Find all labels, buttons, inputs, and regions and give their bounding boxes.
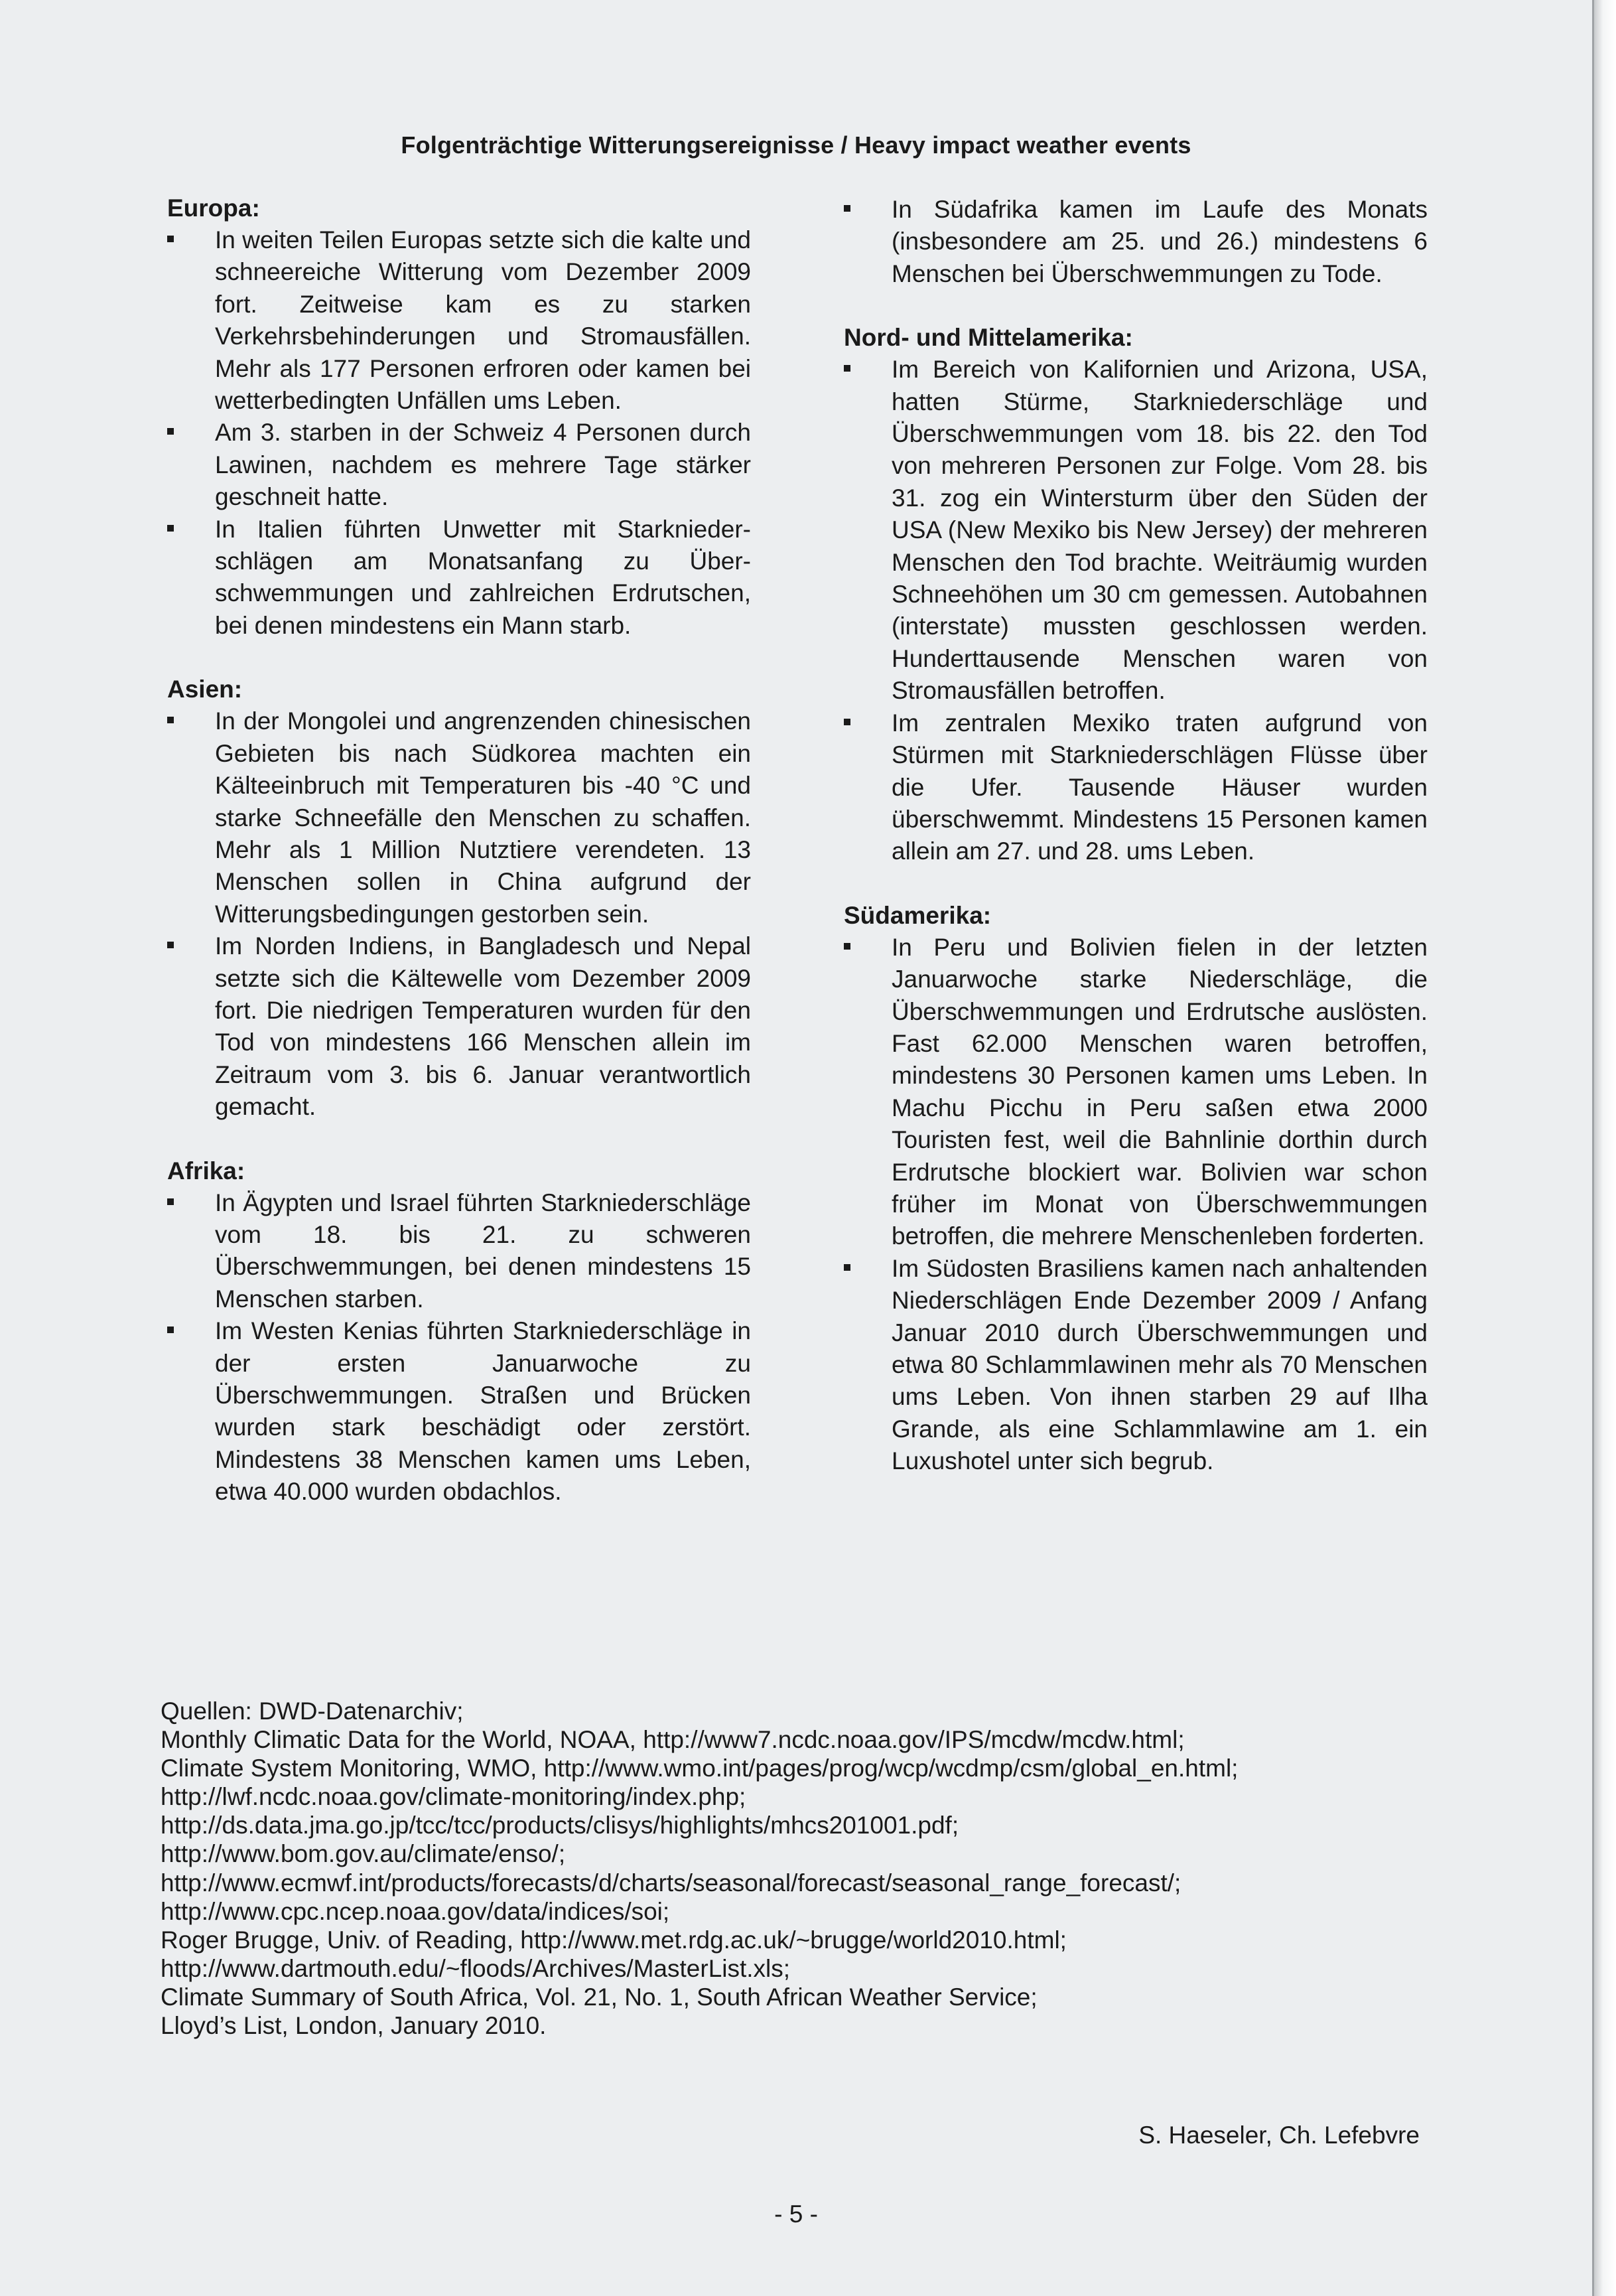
list-item xyxy=(167,705,751,930)
bullet-icon xyxy=(167,525,174,532)
section-asien xyxy=(167,674,751,1123)
source-line: http://www.bom.gov.au/climate/enso/; xyxy=(161,1840,566,1868)
bullet-list xyxy=(844,932,1428,1478)
section-heading: Asien: xyxy=(167,676,243,703)
bullet-icon xyxy=(167,1198,174,1205)
bullet-icon xyxy=(844,1264,850,1271)
list-item-text: In Südafrika kamen im Laufe des Monats (insbesondere am 25. und 26.) mindestens 6 Menschen bei Überschwemmungen zu Tode. xyxy=(892,196,1428,287)
list-item xyxy=(844,932,1428,1253)
source-line: Monthly Climatic Data for the World, NOAA, http://www7.ncdc.noaa.gov/IPS/mcdw/mcdw.html; xyxy=(161,1726,1185,1754)
bullet-icon xyxy=(167,942,174,948)
list-item xyxy=(167,1315,751,1508)
list-item xyxy=(844,707,1428,868)
section-nord-mittelamerika xyxy=(844,322,1428,868)
bullet-list xyxy=(167,1187,751,1508)
section-afrika-continued xyxy=(844,194,1428,290)
source-line: http://www.dartmouth.edu/~floods/Archives/MasterList.xls; xyxy=(161,1954,791,1982)
source-line: http://lwf.ncdc.noaa.gov/climate-monitoring/index.php; xyxy=(161,1783,746,1811)
source-line: http://ds.data.jma.go.jp/tcc/tcc/products/clisys/highlights/mhcs201001.pdf; xyxy=(161,1812,959,1839)
bullet-icon xyxy=(844,365,850,372)
list-item xyxy=(844,354,1428,707)
section-heading: Europa: xyxy=(167,194,260,222)
list-item xyxy=(167,224,751,417)
list-item xyxy=(844,194,1428,290)
list-item-text: Im Westen Kenias führten Starkniederschläge in der ersten Januarwoche zu Überschwemmungen. Straßen und Brücken wurden stark beschädigt oder zerstört. Mindestens 38 Menschen kamen ums Leben, etwa 40.000 wurden obdachlos. xyxy=(215,1317,751,1506)
source-line: http://www.cpc.ncep.noaa.gov/data/indices/soi; xyxy=(161,1897,670,1925)
sources-block xyxy=(161,1697,1501,2040)
list-item xyxy=(167,1187,751,1316)
bullet-icon xyxy=(844,943,850,950)
source-line: http://www.ecmwf.int/products/forecasts/d/charts/seasonal/forecast/seasonal_range_forecast/; xyxy=(161,1869,1181,1897)
bullet-icon xyxy=(167,236,174,242)
source-line: Quellen: DWD-Datenarchiv; xyxy=(161,1697,464,1725)
section-heading: Nord- und Mittelamerika: xyxy=(844,324,1133,352)
list-item xyxy=(167,930,751,1123)
list-item-text: In Italien führten Unwetter mit Starkniederschlägen am Monatsanfang zu Überschwemmungen und zahlreichen Erdrutschen, bei denen mindestens ein Mann starb. xyxy=(215,515,751,639)
list-item-text: In weiten Teilen Europas setzte sich die kalte und schneereiche Witterung vom Dezember 2009 fort. Zeitweise kam es zu starken Verkehrsbehinderungen und Stromausfällen. Mehr als 177 Personen erfroren oder kamen bei wetterbedingten Unfällen ums Leben. xyxy=(215,226,751,415)
left-column xyxy=(167,192,751,1508)
bullet-icon xyxy=(167,717,174,723)
list-item-text: In der Mongolei und angrenzenden chinesischen Gebieten bis nach Südkorea machten ein Kälteeinbruch mit Temperaturen bis -40 °C und starke Schneefälle den Menschen zu schaffen. Mehr als 1 Million Nutztiere verendeten. 13 Menschen sollen in China aufgrund der Witterungsbedingungen gestorben sein. xyxy=(215,707,751,928)
list-item xyxy=(167,417,751,513)
section-heading: Afrika: xyxy=(167,1157,245,1184)
bullet-icon xyxy=(844,205,850,212)
list-item-text: Im Norden Indiens, in Bangladesch und Nepal setzte sich die Kältewelle vom Dezember 2009 fort. Die niedrigen Temperaturen wurden für den Tod von mindestens 166 Menschen allein im Zeitraum vom 3. bis 6. Januar verantwortlich gemacht. xyxy=(215,932,751,1121)
list-item-text: In Peru und Bolivien fielen in der letzten Januarwoche starke Niederschläge, die Überschwemmungen und Erdrutsche auslösten. Fast 62.000 Menschen waren betroffen, mindestens 30 Personen kamen ums Leben. In Machu Picchu in Peru saßen etwa 2000 Touristen fest, weil die Bahnlinie dorthin durch Erdrutsche blockiert war. Bolivien war schon früher im Monat von Überschwemmungen betroffen, die mehrere Menschenleben forderten. xyxy=(892,933,1428,1250)
authors: S. Haeseler, Ch. Lefebvre xyxy=(1138,2121,1420,2149)
right-column xyxy=(844,194,1428,1478)
source-line: Climate System Monitoring, WMO, http://www.wmo.int/pages/prog/wcp/wcdmp/csm/global_en.html; xyxy=(161,1755,1239,1782)
list-item-text: In Ägypten und Israel führten Starkniederschläge vom 18. bis 21. zu schweren Überschwemmungen, bei denen mindestens 15 Menschen starben. xyxy=(215,1188,751,1313)
list-item-text: Am 3. starben in der Schweiz 4 Personen durch Lawinen, nachdem es mehrere Tage stärker geschneit hatte. xyxy=(215,419,751,511)
list-item-text: Im zentralen Mexiko traten aufgrund von Stürmen mit Starkniederschlägen Flüsse über die Ufer. Tausende Häuser wurden überschwemmt. Mindestens 15 Personen kamen allein am 27. und 28. ums Leben. xyxy=(892,709,1428,865)
list-item xyxy=(844,1253,1428,1478)
list-item xyxy=(167,514,751,642)
bullet-list xyxy=(844,194,1428,290)
scan-page-edge xyxy=(1592,0,1616,2296)
section-heading: Südamerika: xyxy=(844,901,992,929)
bullet-icon xyxy=(167,428,174,435)
bullet-icon xyxy=(844,719,850,725)
page-title: Folgenträchtige Witterungsereignisse / Heavy impact weather events xyxy=(401,131,1191,159)
bullet-list xyxy=(844,354,1428,868)
section-europa xyxy=(167,192,751,642)
page-number: - 5 - xyxy=(774,2200,818,2228)
list-item-text: Im Südosten Brasiliens kamen nach anhaltenden Niederschlägen Ende Dezember 2009 / Anfang Januar 2010 durch Überschwemmungen und etwa 80 Schlammlawinen mehr als 70 Menschen ums Leben. Von ihnen starben 29 auf Ilha Grande, als eine Schlammlawine am 1. ein Luxushotel unter sich begrub. xyxy=(892,1254,1428,1475)
section-suedamerika xyxy=(844,900,1428,1478)
source-line: Climate Summary of South Africa, Vol. 21, No. 1, South African Weather Service; xyxy=(161,1983,1038,2011)
bullet-list xyxy=(167,224,751,642)
source-line: Lloyd’s List, London, January 2010. xyxy=(161,2012,547,2040)
section-afrika xyxy=(167,1155,751,1508)
list-item-text: Im Bereich von Kalifornien und Arizona, USA, hatten Stürme, Starkniederschläge und Überschwemmungen vom 18. bis 22. den Tod von mehreren Personen zur Folge. Vom 28. bis 31. zog ein Wintersturm über den Süden der USA (New Mexiko bis New Jersey) der mehreren Menschen den Tod brachte. Weiträumig wurden Schneehöhen um 30 cm gemessen. Autobahnen (interstate) mussten geschlossen werden. Hunderttausende Menschen waren von Stromausfällen betroffen. xyxy=(892,356,1428,705)
source-line: Roger Brugge, Univ. of Reading, http://www.met.rdg.ac.uk/~brugge/world2010.html; xyxy=(161,1926,1067,1954)
bullet-icon xyxy=(167,1327,174,1333)
bullet-list xyxy=(167,705,751,1123)
